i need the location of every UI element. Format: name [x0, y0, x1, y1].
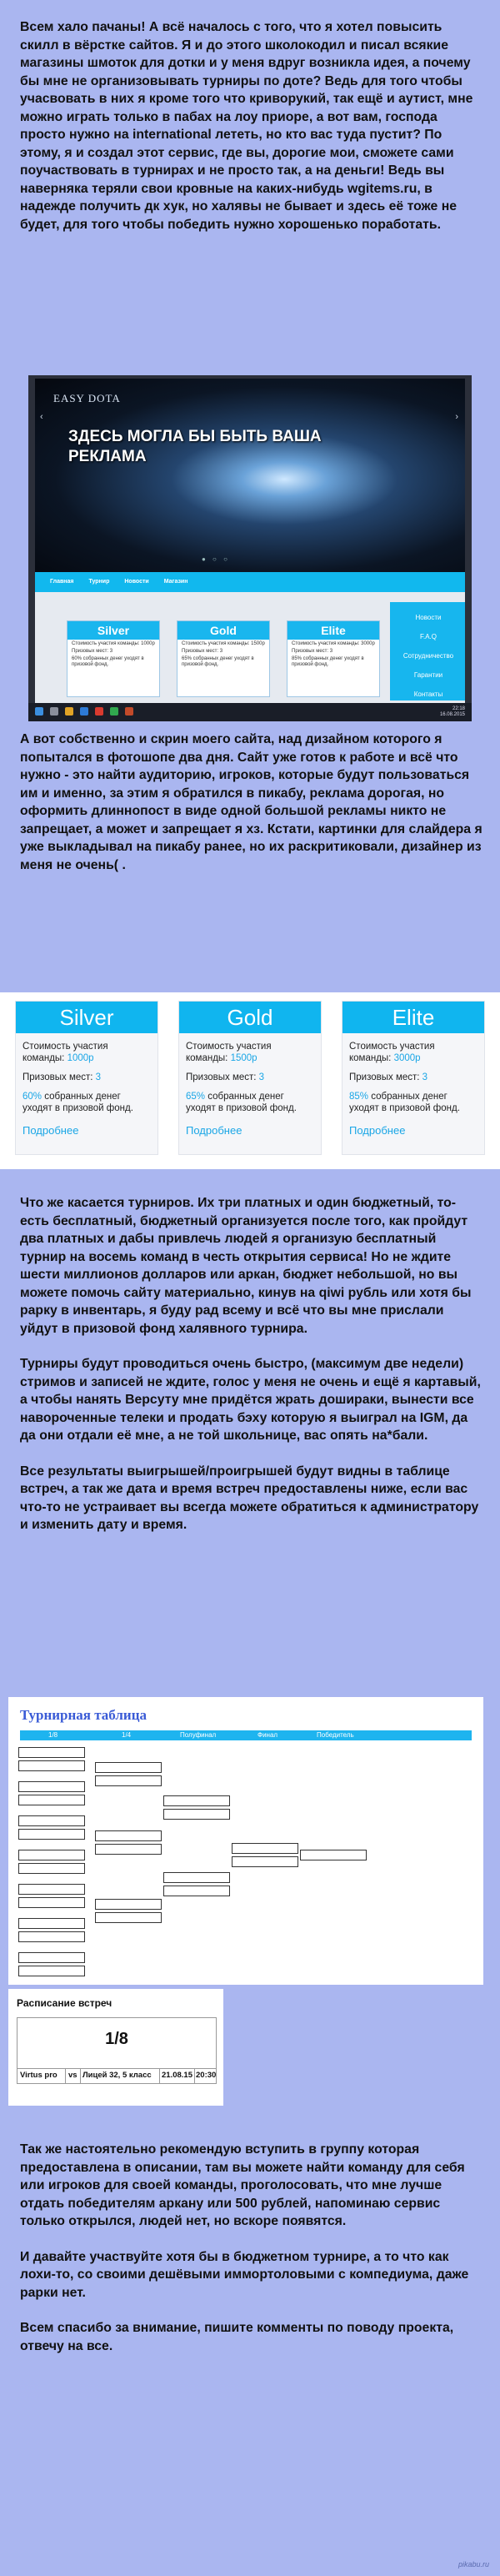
more-link-gold[interactable]: Подробнее: [186, 1124, 242, 1137]
mini-card-line: Призовых мест: 3: [292, 649, 333, 654]
taskbar-clock: [440, 706, 465, 718]
price-label: Стоимость участия команды:: [349, 1042, 435, 1063]
banner-text: ЗДЕСЬ МОГЛА БЫ БЫТЬ ВАША РЕКЛАМА: [68, 428, 322, 465]
mini-card-line: 60% собранных денег уходят в призовой фонд.: [72, 656, 144, 667]
plan-title: Gold: [179, 1002, 321, 1033]
plan-places: [16, 1072, 158, 1083]
percent-value: 65%: [186, 1092, 206, 1102]
intro-paragraph: Всем хало пачаны! А всё началось с того, что я хотел повысить скилл в вёрстке сайтов. Я и до этого школокодил и писал всякие магазины шмоток для дотки и у меня вдруг возникла идея, а почему бы мне не организовывать турниры по доте? Ведь для того чтобы учасвовать в них я кроме того что криворукий, так ещё и аутист, мне можно играть только в пабах на лоу приоре, а вот вам, господа просто нужно на international лететь, но кто вас туда пустит? По этому, я и создал этот сервис, где вы, дорогие мои, сможете сами поучаствовать в турнирах и не просто так, а на деньги! Ведь вы наверняка теряли свои кровные на каких-нибудь wgitems.ru, в надежде получить дк хук, но халявы не бывает и здесь её тоже не будет, для того чтобы победить нужно хорошенько поработать.: [20, 20, 473, 232]
bracket-slot: [18, 1815, 85, 1826]
cell-divider: [80, 2069, 81, 2083]
site-sidebar: [390, 602, 465, 700]
sidebar-item: F.A.Q: [419, 633, 437, 640]
schedule-title: Расписание встреч: [17, 1997, 112, 2009]
plan-price: [179, 1041, 321, 1064]
vs-label: vs: [68, 2071, 78, 2080]
percent-text: собранных денег уходят в призовой фонд.: [349, 1092, 460, 1113]
plan-card-gold: [178, 1001, 322, 1155]
places-value: 3: [95, 1072, 102, 1082]
bracket-slot: [163, 1872, 230, 1883]
bracket-slot: [95, 1775, 162, 1786]
watermark: pikabu.ru: [458, 2560, 490, 2568]
clock-time: 22:18: [452, 706, 465, 711]
mini-card-elite: [287, 620, 380, 697]
schedule-row: [18, 2068, 216, 2082]
price-label: Стоимость участия команды:: [186, 1042, 272, 1063]
percent-value: 60%: [22, 1092, 42, 1102]
bracket-slot: [18, 1931, 85, 1942]
tournament-description: [20, 1194, 483, 1534]
sidebar-item: Новости: [415, 614, 442, 621]
places-label: Призовых мест:: [186, 1072, 257, 1082]
mini-card-line: Стоимость участия команды: 3000р: [292, 641, 375, 646]
percent-text: собранных денег уходят в призовой фонд.: [186, 1092, 297, 1113]
site-logo: EASY DOTA: [53, 392, 121, 404]
os-taskbar: [28, 703, 472, 721]
nav-item-home: Главная: [50, 579, 74, 585]
bracket-slot: [95, 1899, 162, 1910]
mini-card-line: Стоимость участия команды: 1500р: [182, 641, 265, 646]
taskbar-app-icon: [110, 707, 118, 716]
schedule-table: [17, 2017, 217, 2084]
cell-divider: [159, 2069, 160, 2083]
percent-text: собранных денег уходят в призовой фонд.: [22, 1092, 133, 1113]
plan-places: [179, 1072, 321, 1083]
round-label: 1/8: [48, 1731, 58, 1739]
taskbar-app-icon: [50, 707, 58, 716]
screenshot-description: [20, 731, 483, 874]
cell-divider: [194, 2069, 195, 2083]
plans-panel: [0, 992, 500, 1169]
bracket-slot: [95, 1912, 162, 1923]
mini-card-gold: [177, 620, 270, 697]
match-time: 20:30: [196, 2071, 217, 2080]
paragraph: А вот собственно и скрин моего сайта, над дизайном которого я попытался в фотошопе два дня. Сайт уже готов к работе и всё что нужно - это найти аудиторию, игроков, которые будут пользоваться им и именно, за этим я обратился в пикабу, реклама дорогая, но оформить длиннопост в виде одной большой рекламы никто не запрещает, а может и запрещает я хз. Кстати, картинки для слайдера я уже выкладывал на пикабу ранее, но их раскритиковали, дизайнер из меня не очень( .: [20, 732, 482, 872]
site-nav: [35, 572, 465, 592]
price-value: 3000р: [393, 1053, 421, 1063]
places-value: 3: [422, 1072, 428, 1082]
plan-price: [342, 1041, 484, 1064]
bracket-slot: [163, 1886, 230, 1896]
schedule-panel: [8, 1989, 223, 2106]
plan-price: [16, 1041, 158, 1064]
mini-card-line: Призовых мест: 3: [182, 649, 223, 654]
bracket-slot: [18, 1829, 85, 1840]
sidebar-item: Сотрудничество: [402, 652, 454, 660]
mini-card-line: Стоимость участия команды: 1000р: [72, 641, 155, 646]
plan-card-elite: [342, 1001, 485, 1155]
paragraph: Так же настоятельно рекомендую вступить в группу которая предоставлена в описании, там вы можете найти команду для себя или игроков для своей команды, проголосовать, что мне лучше отдать победителям аркану или 500 рублей, напоминаю сервис только открылся, людей нет, но вскоре появятся.: [20, 2142, 465, 2228]
taskbar-app-icon: [95, 707, 103, 716]
plan-places: [342, 1072, 484, 1083]
taskbar-app-icon: [125, 707, 133, 716]
match-date: 21.08.15: [162, 2071, 192, 2080]
paragraph: Всем спасибо за внимание, пишите комменты по поводу проекта, отвечу на все.: [20, 2321, 454, 2353]
percent-value: 85%: [349, 1092, 369, 1102]
mini-card-line: Призовых мест: 3: [72, 649, 113, 654]
closing-text: [20, 2141, 483, 2355]
bracket-header: [20, 1730, 472, 1740]
sidebar-item: Гарантии: [413, 671, 443, 679]
slider-dots-icon: ● ○ ○: [202, 555, 230, 563]
bracket-slot: [18, 1966, 85, 1976]
site-window: [35, 379, 465, 703]
bracket-slot: [163, 1795, 230, 1806]
places-label: Призовых мест:: [22, 1072, 93, 1082]
bracket-slot: [18, 1760, 85, 1771]
bracket-slot: [18, 1918, 85, 1929]
bracket-slot: [95, 1844, 162, 1855]
start-icon: [35, 707, 43, 716]
plan-card-silver: [15, 1001, 158, 1155]
plan-percent: [16, 1091, 158, 1114]
price-label: Стоимость участия команды:: [22, 1042, 108, 1063]
plan-percent: [342, 1091, 484, 1114]
taskbar-app-icon: [65, 707, 73, 716]
more-link-silver[interactable]: Подробнее: [22, 1124, 79, 1137]
bracket-slot: [18, 1952, 85, 1963]
clock-date: 16.08.2015: [439, 712, 465, 717]
bracket-slot: [18, 1747, 85, 1758]
bracket-slot: [300, 1850, 367, 1860]
paragraph: Что же касается турниров. Их три платных и один бюджетный, то-есть бесплатный, бюджетный организуется после того, как пройдут два платных и дабы привлечь людей я организую бесплатный турнир на восемь команд в честь открытия сервиса! Но не ждите шести миллионов долларов или аркан, бюджет небольшой, но вы можете помочь сайту материально, кинув на qiwi рубль или хотя бы рарку в инвентарь, я буду рад всему и всё что вы мне прислали уйдут в призовой фонд халявного турнира.: [20, 1196, 472, 1336]
bracket-slot: [95, 1830, 162, 1841]
mini-card-title: Gold: [178, 621, 269, 640]
places-label: Призовых мест:: [349, 1072, 420, 1082]
site-screenshot: [28, 375, 472, 721]
taskbar-app-icon: [80, 707, 88, 716]
bracket-title: Турнирная таблица: [20, 1707, 147, 1723]
price-value: 1500р: [230, 1053, 258, 1063]
round-label: Полуфинал: [180, 1731, 217, 1739]
bracket-slot: [18, 1781, 85, 1792]
plan-title: Elite: [342, 1002, 484, 1033]
paragraph: И давайте участвуйте хотя бы в бюджетном турнире, а то что как лохи-то, со своими дешёвыми иммортоловыми с компедиума, даже рарки нет.: [20, 2249, 469, 2300]
plan-percent: [179, 1091, 321, 1114]
bracket-slot: [18, 1850, 85, 1860]
round-label: Победитель: [317, 1731, 354, 1739]
price-value: 1000р: [67, 1053, 94, 1063]
bracket-slot: [95, 1762, 162, 1773]
nav-item-tournament: Турнир: [88, 579, 110, 585]
mini-card-silver: [67, 620, 160, 697]
round-label: Финал: [258, 1731, 278, 1739]
tournament-table: [8, 1697, 483, 1985]
cell-divider: [65, 2069, 66, 2083]
team-a: Virtus pro: [20, 2071, 58, 2080]
mini-card-line: 65% собранных денег уходят в призовой фонд.: [182, 656, 254, 667]
nav-item-news: Новости: [124, 579, 149, 585]
bracket-slot: [163, 1809, 230, 1820]
slider-prev-icon: ‹: [40, 412, 43, 422]
bracket-slot: [232, 1843, 298, 1854]
sidebar-item: Контакты: [413, 690, 443, 698]
paragraph: Турниры будут проводиться очень быстро, (максимум две недели) стримов и записей не ждите, голос у меня не очень и ещё я картавый, а чтобы нанять Версуту мне придётся жрать дошираки, вынести все навороченные телеки и продать бэху которую я выиграл на IGM, да да они отдали её мне, а не той школьнице, вас опять на*бали.: [20, 1357, 481, 1443]
more-link-elite[interactable]: Подробнее: [349, 1124, 406, 1137]
plan-title: Silver: [16, 1002, 158, 1033]
round-label: 1/4: [122, 1731, 132, 1739]
mini-card-line: 85% собранных денег уходят в призовой фонд.: [292, 656, 364, 667]
places-value: 3: [258, 1072, 265, 1082]
bracket-slot: [18, 1795, 85, 1805]
intro-text: [20, 18, 483, 233]
mini-card-title: Elite: [288, 621, 379, 640]
bracket-slot: [232, 1856, 298, 1867]
team-b: Лицей 32, 5 класс: [82, 2071, 152, 2080]
mini-card-title: Silver: [68, 621, 159, 640]
hero-slider: [35, 379, 465, 572]
paragraph: Все результаты выигрышей/проигрышей будут видны в таблице встреч, а так же дата и время встреч предоставлены ниже, если вас что-то не устраивает вы всегда можете обратиться к администратору и изменить дату и время.: [20, 1464, 479, 1532]
bracket-slot: [18, 1884, 85, 1895]
nav-item-shop: Магазин: [163, 579, 188, 585]
bracket-slot: [18, 1863, 85, 1874]
bracket-slot: [18, 1897, 85, 1908]
schedule-round: 1/8: [105, 2030, 128, 2048]
slider-next-icon: ›: [455, 412, 458, 422]
